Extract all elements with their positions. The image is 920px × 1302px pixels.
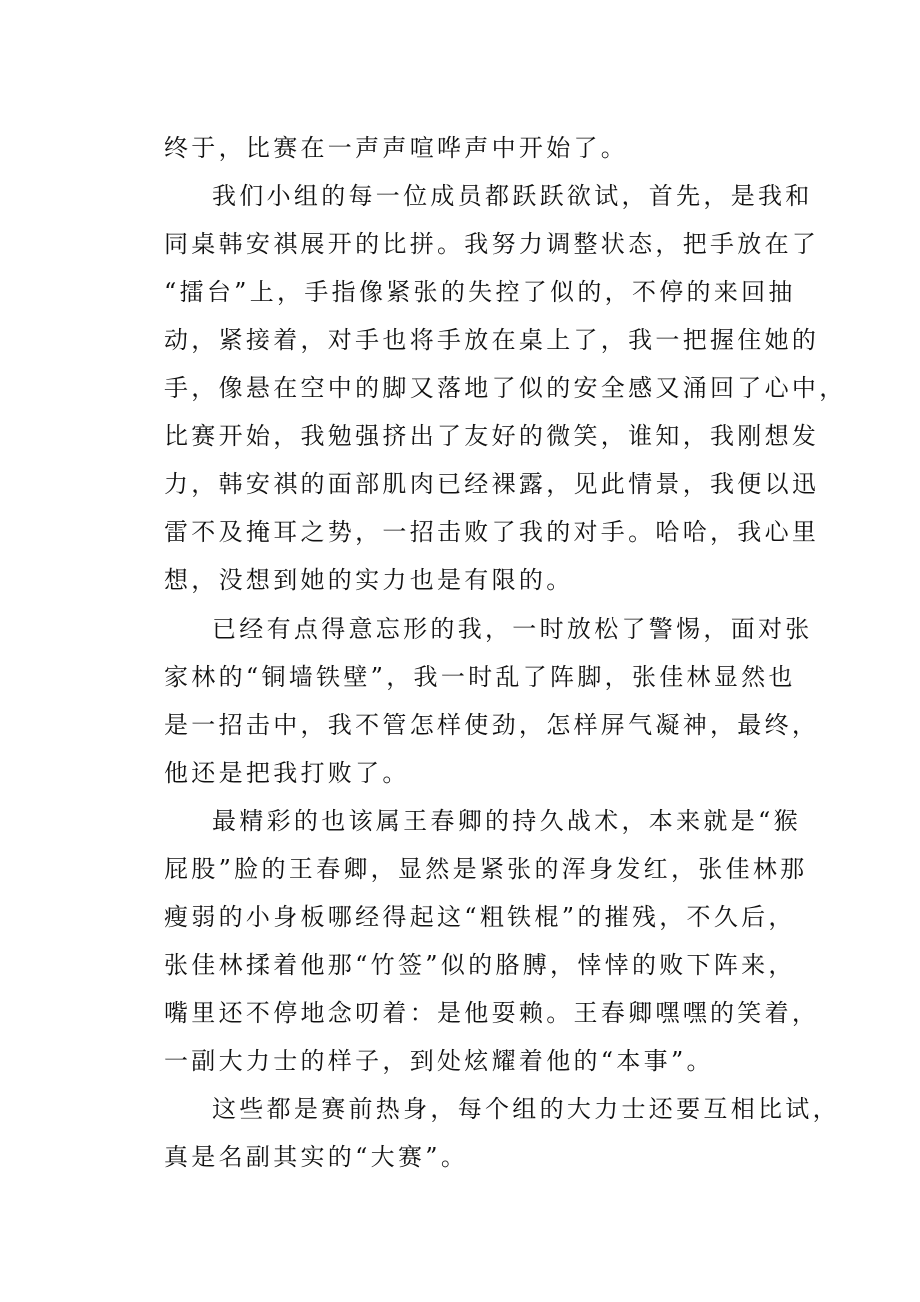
text-line: 想，没想到她的实力也是有限的。 bbox=[164, 566, 574, 594]
text-line: 比赛开始，我勉强挤出了友好的微笑，谁知，我刚想发 bbox=[164, 422, 820, 450]
text-line: 是一招击中，我不管怎样使劲，怎样屏气凝神，最终， bbox=[164, 711, 820, 739]
text-line: 张佳林揉着他那“竹签”似的胳膊，悻悻的败下阵来， bbox=[164, 951, 796, 979]
text-line: 瘦弱的小身板哪经得起这“粗铁棍”的摧残，不久后， bbox=[164, 903, 796, 931]
text-line: 他还是把我打败了。 bbox=[164, 759, 410, 787]
text-line: 手，像悬在空中的脚又落地了似的安全感又涌回了心中， bbox=[164, 374, 847, 402]
text-line: 动，紧接着，对手也将手放在桌上了，我一把握住她的 bbox=[164, 326, 820, 354]
text-line: 屁股”脸的王春卿，显然是紧张的浑身发红，张佳林那 bbox=[164, 855, 808, 883]
text-line: 一副大力士的样子，到处炫耀着他的“本事”。 bbox=[164, 1047, 714, 1075]
text-line: 嘴里还不停地念叨着：是他耍赖。王春卿嘿嘿的笑着， bbox=[164, 999, 820, 1027]
text-line: 最精彩的也该属王春卿的持久战术，本来就是“猴 bbox=[212, 807, 801, 835]
text-line: 力，韩安祺的面部肌肉已经裸露，见此情景，我便以迅 bbox=[164, 470, 820, 498]
text-line: 真是名副其实的“大赛”。 bbox=[164, 1143, 469, 1171]
text-line: 终于，比赛在一声声喧哗声中开始了。 bbox=[164, 134, 629, 162]
text-line: 这些都是赛前热身，每个组的大力士还要互相比试， bbox=[212, 1095, 840, 1123]
text-line: 家林的“铜墙铁壁”，我一时乱了阵脚，张佳林显然也 bbox=[164, 663, 796, 691]
text-line: 已经有点得意忘形的我，一时放松了警惕，面对张 bbox=[212, 615, 813, 643]
text-line: 雷不及掩耳之势，一招击败了我的对手。哈哈，我心里 bbox=[164, 518, 820, 546]
text-line: “擂台”上，手指像紧张的失控了似的，不停的来回抽 bbox=[164, 278, 796, 306]
text-line: 我们小组的每一位成员都跃跃欲试，首先，是我和 bbox=[212, 182, 813, 210]
text-line: 同桌韩安祺展开的比拼。我努力调整状态，把手放在了 bbox=[164, 230, 820, 258]
